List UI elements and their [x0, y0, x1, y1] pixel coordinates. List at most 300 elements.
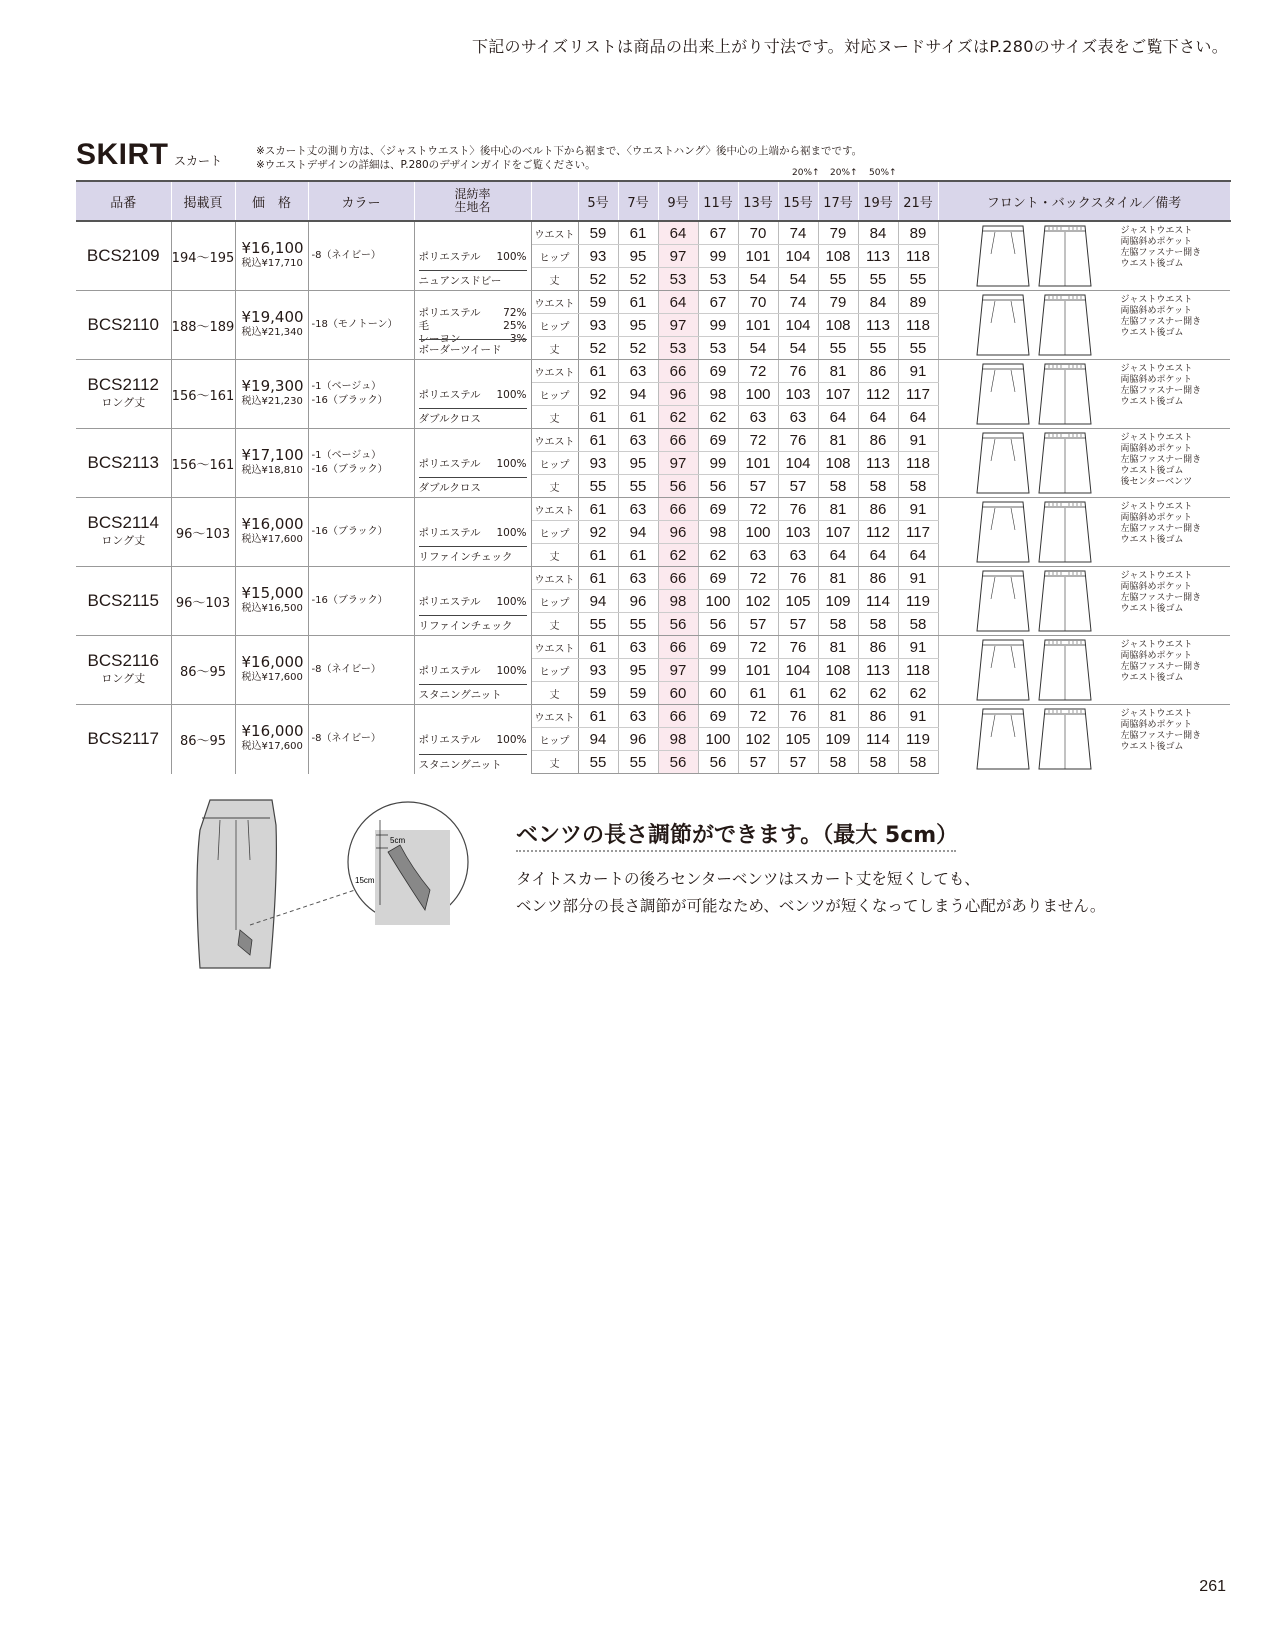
size-value: 113 [858, 452, 898, 475]
rate-19: 20%↑ [830, 168, 858, 178]
measure-label: ヒップ [531, 590, 578, 613]
size-value: 61 [578, 544, 618, 567]
size-value: 62 [698, 544, 738, 567]
material [414, 705, 531, 774]
product-code: BCS2114 ロング丈 [76, 498, 171, 567]
size-value: 96 [618, 590, 658, 613]
size-value: 102 [738, 590, 778, 613]
skirt-front-back-icon [975, 569, 1105, 633]
style-cell [938, 221, 1230, 291]
fiber-row: ポリエステル 100% [418, 458, 527, 470]
remark-item: 両脇斜めポケット [1120, 513, 1193, 523]
size-value: 58 [858, 475, 898, 498]
note-length: ※スカート丈の測り方は、〈ジャストウエスト〉後中心のベルト下から裾まで、〈ウエストハング〉後中心の上端から裾までです。 [256, 145, 863, 157]
measure-label: 丈 [531, 544, 578, 567]
color-list [308, 291, 414, 360]
color-item: -1（ベージュ） [311, 381, 382, 392]
skirt-front-back-icon [975, 707, 1105, 771]
size-value: 64 [658, 221, 698, 245]
size-value: 113 [858, 245, 898, 268]
size-value: 70 [738, 221, 778, 245]
size-value: 66 [658, 360, 698, 383]
style-cell [938, 567, 1230, 636]
size-value: 58 [898, 613, 938, 636]
size-value: 55 [578, 475, 618, 498]
fiber-row: 毛 25% [418, 320, 527, 332]
size-value: 66 [658, 429, 698, 452]
size-value: 72 [738, 498, 778, 521]
size-value: 119 [898, 728, 938, 751]
color-list [308, 221, 414, 291]
size-value: 69 [698, 705, 738, 728]
header-blank [531, 181, 578, 221]
page-number: 261 [1199, 1578, 1226, 1595]
size-value: 63 [618, 705, 658, 728]
size-value: 81 [818, 498, 858, 521]
size-value: 74 [778, 221, 818, 245]
remark-item: ジャストウエスト [1120, 226, 1193, 236]
size-value: 94 [578, 728, 618, 751]
size-value: 91 [898, 498, 938, 521]
table-row [76, 567, 1230, 590]
skirt-front-back-icon [975, 293, 1105, 357]
color-list [308, 498, 414, 567]
product-code: BCS2112 ロング丈 [76, 360, 171, 429]
size-value: 53 [698, 337, 738, 360]
color-list [308, 636, 414, 705]
color-item: -1（ベージュ） [311, 450, 382, 461]
fiber-row: ポリエステル 72% [418, 307, 527, 319]
price: ¥17,100 税込¥18,810 [235, 429, 308, 498]
measure-label: 丈 [531, 751, 578, 774]
product-code: BCS2116 ロング丈 [76, 636, 171, 705]
size-value: 64 [898, 406, 938, 429]
size-value: 96 [618, 728, 658, 751]
size-value: 95 [618, 452, 658, 475]
measure-label: ウエスト [531, 705, 578, 728]
size-value: 97 [658, 452, 698, 475]
catalog-page: 96〜103 [171, 567, 235, 636]
size-value: 62 [658, 406, 698, 429]
measure-label: ウエスト [531, 360, 578, 383]
skirt-front-back-icon [975, 224, 1105, 288]
size-value: 91 [898, 567, 938, 590]
size-value: 104 [778, 314, 818, 337]
size-value: 76 [778, 636, 818, 659]
size-value: 104 [778, 245, 818, 268]
size-value: 81 [818, 360, 858, 383]
section-title: SKIRT [76, 138, 169, 171]
vent-diagram [190, 790, 490, 984]
size-value: 86 [858, 429, 898, 452]
size-value: 79 [818, 221, 858, 245]
rate-21: 50%↑ [869, 168, 897, 178]
size-value: 66 [658, 567, 698, 590]
note-waist-design: ※ウエストデザインの詳細は、P.280のデザインガイドをご覧ください。 [256, 159, 596, 171]
remark-item: 左脇ファスナー開き [1120, 662, 1202, 672]
size-value: 55 [858, 337, 898, 360]
table-row [76, 498, 1230, 521]
header-code: 品番 [76, 181, 171, 221]
size-value: 63 [618, 360, 658, 383]
color-item: -16（ブラック） [311, 464, 388, 475]
remarks [1121, 364, 1202, 408]
size-value: 100 [698, 728, 738, 751]
size-value: 70 [738, 291, 778, 314]
size-value: 98 [698, 383, 738, 406]
catalog-page: 156〜161 [171, 429, 235, 498]
vent-illustration [190, 790, 490, 980]
remarks [1121, 295, 1202, 339]
size-value: 61 [618, 221, 658, 245]
material [414, 221, 531, 291]
size-value: 95 [618, 314, 658, 337]
size-value: 62 [698, 406, 738, 429]
header-size: 21号 [898, 181, 938, 221]
feature-title: ベンツの長さ調節ができます。（最大 5cm） [516, 823, 959, 848]
size-value: 101 [738, 314, 778, 337]
remark-item: 左脇ファスナー開き [1120, 386, 1202, 396]
size-value: 56 [658, 751, 698, 774]
fabric-name: スタニングニット [419, 684, 527, 702]
size-value: 54 [738, 337, 778, 360]
remarks [1121, 502, 1202, 546]
size-value: 64 [858, 406, 898, 429]
size-value: 63 [618, 429, 658, 452]
size-value: 100 [698, 590, 738, 613]
size-value: 61 [578, 636, 618, 659]
catalog-page: 86〜95 [171, 636, 235, 705]
remark-item: ジャストウエスト [1120, 364, 1193, 374]
size-value: 101 [738, 452, 778, 475]
size-value: 86 [858, 705, 898, 728]
remark-item: 両脇斜めポケット [1120, 651, 1193, 661]
material [414, 636, 531, 705]
size-value: 84 [858, 291, 898, 314]
price: ¥15,000 税込¥16,500 [235, 567, 308, 636]
skirt-front-back-icon [975, 362, 1105, 426]
header-price: 価 格 [235, 181, 308, 221]
fabric-name: ボーダーツイード [419, 339, 527, 357]
size-value: 61 [578, 429, 618, 452]
size-value: 95 [618, 245, 658, 268]
remark-item: ウエスト後ゴム [1120, 742, 1184, 752]
size-value: 94 [618, 521, 658, 544]
size-value: 69 [698, 567, 738, 590]
remark-item: ウエスト後ゴム [1120, 259, 1184, 269]
size-value: 95 [618, 659, 658, 682]
fiber-row: ポリエステル 100% [418, 596, 527, 608]
size-value: 76 [778, 705, 818, 728]
color-item: -16（ブラック） [311, 395, 388, 406]
measure-label: ヒップ [531, 728, 578, 751]
size-value: 104 [778, 452, 818, 475]
price: ¥16,000 税込¥17,600 [235, 636, 308, 705]
size-value: 57 [778, 475, 818, 498]
remark-item: 両脇斜めポケット [1120, 306, 1193, 316]
size-value: 62 [858, 682, 898, 705]
size-value: 86 [858, 498, 898, 521]
size-value: 94 [578, 590, 618, 613]
table-row [76, 705, 1230, 728]
size-value: 55 [818, 268, 858, 291]
color-item: -16（ブラック） [311, 526, 388, 537]
feature-body [516, 866, 1105, 920]
header-size: 15号 [778, 181, 818, 221]
size-value: 61 [778, 682, 818, 705]
size-value: 61 [618, 544, 658, 567]
size-value: 108 [818, 452, 858, 475]
size-value: 52 [578, 268, 618, 291]
header-style: フロント・バックスタイル／備考 [938, 181, 1230, 221]
measure-label: ヒップ [531, 383, 578, 406]
feature-divider [516, 850, 956, 852]
remark-item: 左脇ファスナー開き [1120, 248, 1202, 258]
size-value: 63 [778, 544, 818, 567]
size-value: 55 [898, 337, 938, 360]
size-value: 59 [578, 682, 618, 705]
remark-item: 左脇ファスナー開き [1120, 593, 1202, 603]
size-value: 55 [618, 613, 658, 636]
size-value: 93 [578, 452, 618, 475]
size-value: 99 [698, 245, 738, 268]
size-value: 86 [858, 360, 898, 383]
color-list [308, 429, 414, 498]
size-value: 89 [898, 221, 938, 245]
fiber-row: レーヨン 3% [418, 333, 527, 345]
remark-item: ウエスト後ゴム [1120, 328, 1184, 338]
remark-item: ジャストウエスト [1120, 709, 1193, 719]
measurement-notes [256, 144, 862, 172]
table-row [76, 291, 1230, 314]
size-value: 64 [858, 544, 898, 567]
fabric-name: ダブルクロス [419, 477, 527, 495]
size-value: 96 [658, 521, 698, 544]
measure-label: ヒップ [531, 245, 578, 268]
color-item: -16（ブラック） [311, 595, 388, 606]
size-value: 108 [818, 314, 858, 337]
skirt-front-back-icon [975, 500, 1105, 564]
size-value: 63 [618, 498, 658, 521]
size-value: 89 [898, 291, 938, 314]
size-value: 55 [578, 613, 618, 636]
measure-label: ウエスト [531, 636, 578, 659]
size-value: 52 [618, 268, 658, 291]
size-value: 55 [578, 751, 618, 774]
material [414, 360, 531, 429]
fabric-name: リファインチェック [419, 615, 527, 633]
measure-label: 丈 [531, 268, 578, 291]
size-value: 104 [778, 659, 818, 682]
remark-item: ウエスト後ゴム [1120, 466, 1184, 476]
dim-5cm: 5cm [390, 836, 406, 845]
size-value: 63 [738, 544, 778, 567]
remark-item: ジャストウエスト [1120, 295, 1193, 305]
skirt-front-back-icon [975, 638, 1105, 702]
size-value: 62 [658, 544, 698, 567]
header-page: 掲載頁 [171, 181, 235, 221]
size-value: 93 [578, 314, 618, 337]
size-value: 61 [618, 406, 658, 429]
size-value: 72 [738, 360, 778, 383]
size-value: 63 [738, 406, 778, 429]
size-value: 97 [658, 659, 698, 682]
size-value: 53 [658, 268, 698, 291]
size-value: 64 [818, 406, 858, 429]
remarks [1121, 226, 1202, 270]
size-value: 64 [898, 544, 938, 567]
table-row [76, 360, 1230, 383]
size-value: 107 [818, 383, 858, 406]
size-value: 52 [618, 337, 658, 360]
size-value: 93 [578, 659, 618, 682]
size-value: 59 [618, 682, 658, 705]
header-mix: 混紡率 生地名 [414, 181, 531, 221]
remarks [1121, 709, 1202, 753]
remark-item: 両脇斜めポケット [1120, 375, 1193, 385]
size-value: 117 [898, 521, 938, 544]
catalog-page: 86〜95 [171, 705, 235, 774]
size-value: 66 [658, 705, 698, 728]
size-value: 61 [578, 567, 618, 590]
measure-label: ヒップ [531, 659, 578, 682]
measure-label: ウエスト [531, 429, 578, 452]
color-item: -8（ネイビー） [311, 250, 381, 261]
size-value: 119 [898, 590, 938, 613]
size-value: 55 [858, 268, 898, 291]
size-table [76, 180, 1231, 774]
catalog-page: 188〜189 [171, 291, 235, 360]
size-value: 112 [858, 521, 898, 544]
size-value: 98 [658, 590, 698, 613]
size-value: 69 [698, 636, 738, 659]
size-value: 56 [658, 475, 698, 498]
size-value: 118 [898, 452, 938, 475]
size-value: 57 [738, 613, 778, 636]
size-value: 76 [778, 498, 818, 521]
style-cell [938, 636, 1230, 705]
size-value: 63 [618, 636, 658, 659]
size-value: 63 [778, 406, 818, 429]
size-list-note: 下記のサイズリストは商品の出来上がり寸法です。対応ヌードサイズはP.280のサイズ表をご覧下さい。 [471, 37, 1228, 56]
header-size: 13号 [738, 181, 778, 221]
remark-item: 左脇ファスナー開き [1120, 731, 1202, 741]
size-value: 107 [818, 521, 858, 544]
measure-label: ヒップ [531, 314, 578, 337]
size-value: 62 [898, 682, 938, 705]
fiber-row: ポリエステル 100% [418, 527, 527, 539]
table-row [76, 636, 1230, 659]
size-value: 94 [618, 383, 658, 406]
size-value: 103 [778, 383, 818, 406]
size-value: 57 [738, 751, 778, 774]
size-value: 58 [818, 751, 858, 774]
size-value: 99 [698, 659, 738, 682]
size-value: 60 [658, 682, 698, 705]
size-value: 67 [698, 291, 738, 314]
measure-label: ウエスト [531, 567, 578, 590]
size-value: 62 [818, 682, 858, 705]
size-value: 76 [778, 567, 818, 590]
remark-item: 両脇斜めポケット [1120, 582, 1193, 592]
size-value: 61 [578, 705, 618, 728]
size-value: 56 [658, 613, 698, 636]
size-value: 53 [658, 337, 698, 360]
fiber-row: ポリエステル 100% [418, 665, 527, 677]
style-cell [938, 360, 1230, 429]
size-value: 79 [818, 291, 858, 314]
size-value: 57 [778, 751, 818, 774]
size-value: 84 [858, 221, 898, 245]
remark-item: ウエスト後ゴム [1120, 604, 1184, 614]
remarks [1121, 571, 1202, 615]
size-value: 58 [898, 475, 938, 498]
price: ¥16,000 税込¥17,600 [235, 498, 308, 567]
remark-item: ジャストウエスト [1120, 502, 1193, 512]
size-value: 97 [658, 314, 698, 337]
rate-17: 20%↑ [792, 168, 820, 178]
style-cell [938, 291, 1230, 360]
size-value: 58 [858, 751, 898, 774]
fabric-name: ダブルクロス [419, 408, 527, 426]
material [414, 291, 531, 360]
size-value: 55 [618, 475, 658, 498]
size-value: 53 [698, 268, 738, 291]
header-size: 17号 [818, 181, 858, 221]
size-value: 61 [578, 360, 618, 383]
measure-label: 丈 [531, 475, 578, 498]
size-value: 69 [698, 429, 738, 452]
remark-item: ジャストウエスト [1120, 640, 1193, 650]
remark-item: ウエスト後ゴム [1120, 397, 1184, 407]
skirt-front-back-icon [975, 431, 1105, 495]
size-value: 57 [778, 613, 818, 636]
size-value: 103 [778, 521, 818, 544]
size-value: 118 [898, 314, 938, 337]
size-value: 81 [818, 705, 858, 728]
size-value: 101 [738, 659, 778, 682]
color-list [308, 360, 414, 429]
size-value: 98 [658, 728, 698, 751]
material [414, 498, 531, 567]
feature-line-1: タイトスカートの後ろセンターベンツはスカート丈を短くしても、 [516, 870, 980, 888]
size-value: 64 [818, 544, 858, 567]
remark-item: ウエスト後ゴム [1120, 673, 1184, 683]
size-value: 105 [778, 590, 818, 613]
size-value: 97 [658, 245, 698, 268]
size-value: 69 [698, 498, 738, 521]
size-value: 93 [578, 245, 618, 268]
dim-15cm: 15cm [355, 876, 375, 885]
size-value: 76 [778, 429, 818, 452]
size-value: 54 [738, 268, 778, 291]
size-value: 67 [698, 221, 738, 245]
material [414, 567, 531, 636]
remark-item: 両脇斜めポケット [1120, 444, 1193, 454]
style-cell [938, 498, 1230, 567]
size-value: 86 [858, 567, 898, 590]
section-header [76, 138, 1226, 178]
size-value: 74 [778, 291, 818, 314]
size-value: 100 [738, 521, 778, 544]
product-code: BCS2115 [76, 567, 171, 636]
size-value: 58 [818, 613, 858, 636]
size-value: 108 [818, 659, 858, 682]
size-value: 55 [898, 268, 938, 291]
remark-item: 両脇斜めポケット [1120, 237, 1193, 247]
size-value: 57 [738, 475, 778, 498]
catalog-page: 156〜161 [171, 360, 235, 429]
